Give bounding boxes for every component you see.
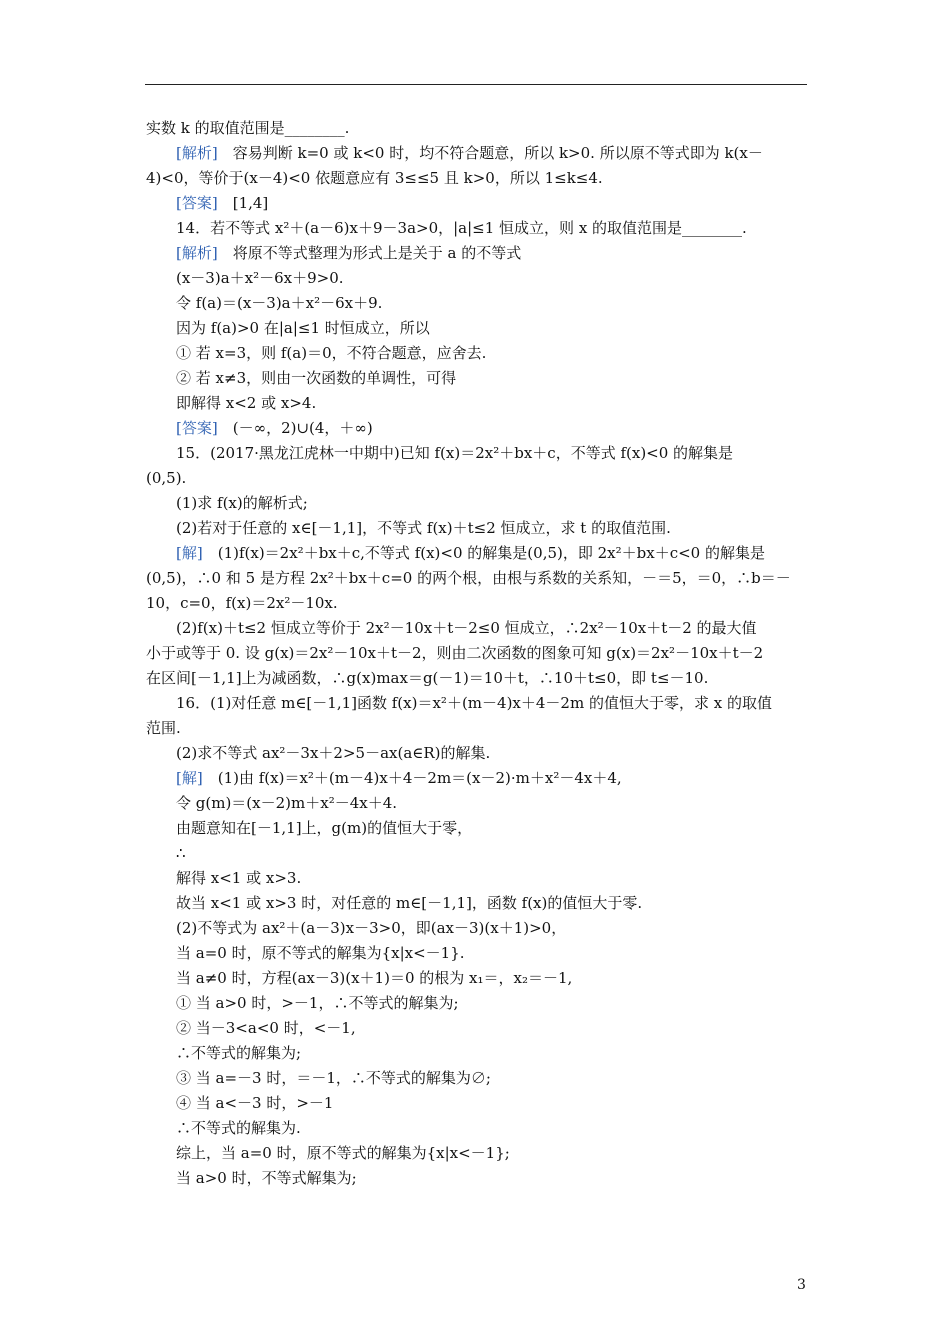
line-text: 实数 k 的取值范围是________. (146, 119, 350, 137)
line-text: 令 g(m)＝(x－2)m＋x²－4x＋4. (176, 794, 398, 812)
line-text: 解得 x<1 或 x>3. (176, 869, 302, 887)
line-text: 16．(1)对任意 m∈[－1,1]函数 f(x)＝x²＋(m－4)x＋4－2m 的值恒大于零，求 x 的取值 (176, 694, 772, 712)
text-line (146, 1016, 810, 1041)
text-line (146, 616, 810, 641)
line-text: ① 当 a>0 时，>－1，∴不等式的解集为; (176, 994, 459, 1012)
section-tag: [解] (176, 544, 203, 562)
line-text: ③ 当 a=－3 时，＝－1，∴不等式的解集为∅; (176, 1069, 491, 1087)
page-number: 3 (797, 1277, 806, 1293)
line-text: 小于或等于 0. 设 g(x)＝2x²－10x＋t－2，则由二次函数的图象可知 g(x)＝2x²－10x＋t－2 (146, 644, 764, 662)
line-text: 15．(2017·黑龙江虎林一中期中)已知 f(x)＝2x²＋bx＋c，不等式 f(x)<0 的解集是 (176, 444, 734, 462)
line-text: 将原不等式整理为形式上是关于 a 的不等式 (217, 244, 522, 262)
text-line (146, 566, 810, 591)
text-line (146, 166, 810, 191)
section-tag: [答案] (176, 194, 218, 212)
line-text: ④ 当 a<－3 时，>－1 (176, 1094, 334, 1112)
line-text: (2)求不等式 ax²－3x＋2>5－ax(a∈R)的解集. (176, 744, 491, 762)
text-line (146, 216, 810, 241)
line-text: 当 a=0 时，原不等式的解集为{x|x<－1}. (176, 944, 465, 962)
line-text: ② 若 x≠3，则由一次函数的单调性，可得 (176, 369, 457, 387)
line-text: [1,4] (217, 194, 269, 212)
text-line (146, 541, 810, 566)
line-text: (－∞，2)∪(4，＋∞) (217, 419, 373, 437)
text-line (146, 1166, 810, 1191)
line-text: 容易判断 k=0 或 k<0 时，均不符合题意，所以 k>0. 所以原不等式即为 k(x－ (217, 144, 763, 162)
text-line (146, 391, 810, 416)
line-text: (0,5). (146, 469, 187, 487)
text-line (146, 766, 810, 791)
text-line (146, 816, 810, 841)
text-line (146, 316, 810, 341)
line-text: (1)f(x)＝2x²＋bx＋c,不等式 f(x)<0 的解集是(0,5)，即 2x²＋bx＋c<0 的解集是 (202, 544, 765, 562)
section-tag: [答案] (176, 419, 218, 437)
text-line (146, 891, 810, 916)
text-line (146, 466, 810, 491)
text-line (146, 191, 810, 216)
line-text: 4)<0，等价于(x－4)<0 依题意应有 3≤≤5 且 k>0，所以 1≤k≤4. (146, 169, 603, 187)
line-text: 当 a≠0 时，方程(ax－3)(x＋1)＝0 的根为 x₁＝，x₂＝－1, (176, 969, 573, 987)
text-line (146, 691, 810, 716)
line-text: (1)由 f(x)＝x²＋(m－4)x＋4－2m＝(x－2)·m＋x²－4x＋4, (202, 769, 622, 787)
line-text: 当 a>0 时，不等式解集为; (176, 1169, 357, 1187)
line-text: 在区间[－1,1]上为减函数，∴g(x)max＝g(－1)＝10＋t，∴10＋t≤0，即 t≤－10. (146, 669, 709, 687)
text-line (146, 666, 810, 691)
text-line (146, 916, 810, 941)
line-text: ∴ (176, 844, 186, 862)
text-line (146, 266, 810, 291)
text-line (146, 641, 810, 666)
line-text: 范围. (146, 719, 181, 737)
line-text: (2)若对于任意的 x∈[－1,1]，不等式 f(x)＋t≤2 恒成立，求 t 的取值范围. (176, 519, 671, 537)
text-line (146, 341, 810, 366)
line-text: 故当 x<1 或 x>3 时，对任意的 m∈[－1,1]，函数 f(x)的值恒大于零. (176, 894, 643, 912)
line-text: 14．若不等式 x²＋(a－6)x＋9－3a>0，|a|≤1 恒成立，则 x 的取值范围是________. (176, 219, 747, 237)
text-line (146, 241, 810, 266)
text-line (146, 741, 810, 766)
text-line (146, 1091, 810, 1116)
text-line (146, 591, 810, 616)
text-line (146, 491, 810, 516)
line-text: 令 f(a)＝(x－3)a＋x²－6x＋9. (176, 294, 383, 312)
text-line (146, 941, 810, 966)
line-text: 由题意知在[－1,1]上，g(m)的值恒大于零， (176, 819, 473, 837)
line-text: ∴不等式的解集为; (176, 1044, 302, 1062)
text-line (146, 791, 810, 816)
text-line (146, 416, 810, 441)
line-text: (1)求 f(x)的解析式; (176, 494, 308, 512)
text-line (146, 1041, 810, 1066)
text-line (146, 716, 810, 741)
text-line (146, 116, 810, 141)
line-text: (0,5)，∴0 和 5 是方程 2x²＋bx＋c=0 的两个根，由根与系数的关系知，－＝5，＝0，∴b＝－ (146, 569, 791, 587)
text-line (146, 1141, 810, 1166)
text-line (146, 866, 810, 891)
section-tag: [解析] (176, 244, 218, 262)
header-rule (145, 84, 807, 85)
text-line (146, 1116, 810, 1141)
text-line (146, 991, 810, 1016)
text-line (146, 366, 810, 391)
text-line (146, 441, 810, 466)
text-line (146, 841, 810, 866)
text-line (146, 516, 810, 541)
line-text: (2)f(x)＋t≤2 恒成立等价于 2x²－10x＋t－2≤0 恒成立，∴2x²－10x＋t－2 的最大值 (176, 619, 757, 637)
line-text: (x－3)a＋x²－6x＋9>0. (176, 269, 344, 287)
document-body (146, 116, 810, 1191)
line-text: 10，c=0，f(x)＝2x²－10x. (146, 594, 338, 612)
text-line (146, 141, 810, 166)
line-text: ① 若 x=3，则 f(a)＝0，不符合题意，应舍去. (176, 344, 487, 362)
text-line (146, 966, 810, 991)
section-tag: [解析] (176, 144, 218, 162)
line-text: (2)不等式为 ax²＋(a－3)x－3>0，即(ax－3)(x＋1)>0， (176, 919, 567, 937)
text-line (146, 291, 810, 316)
line-text: 即解得 x<2 或 x>4. (176, 394, 317, 412)
line-text: ② 当－3<a<0 时，<－1, (176, 1019, 356, 1037)
text-line (146, 1066, 810, 1091)
line-text: ∴不等式的解集为. (176, 1119, 301, 1137)
line-text: 综上，当 a=0 时，原不等式的解集为{x|x<－1}; (176, 1144, 510, 1162)
line-text: 因为 f(a)>0 在|a|≤1 时恒成立，所以 (176, 319, 430, 337)
section-tag: [解] (176, 769, 203, 787)
